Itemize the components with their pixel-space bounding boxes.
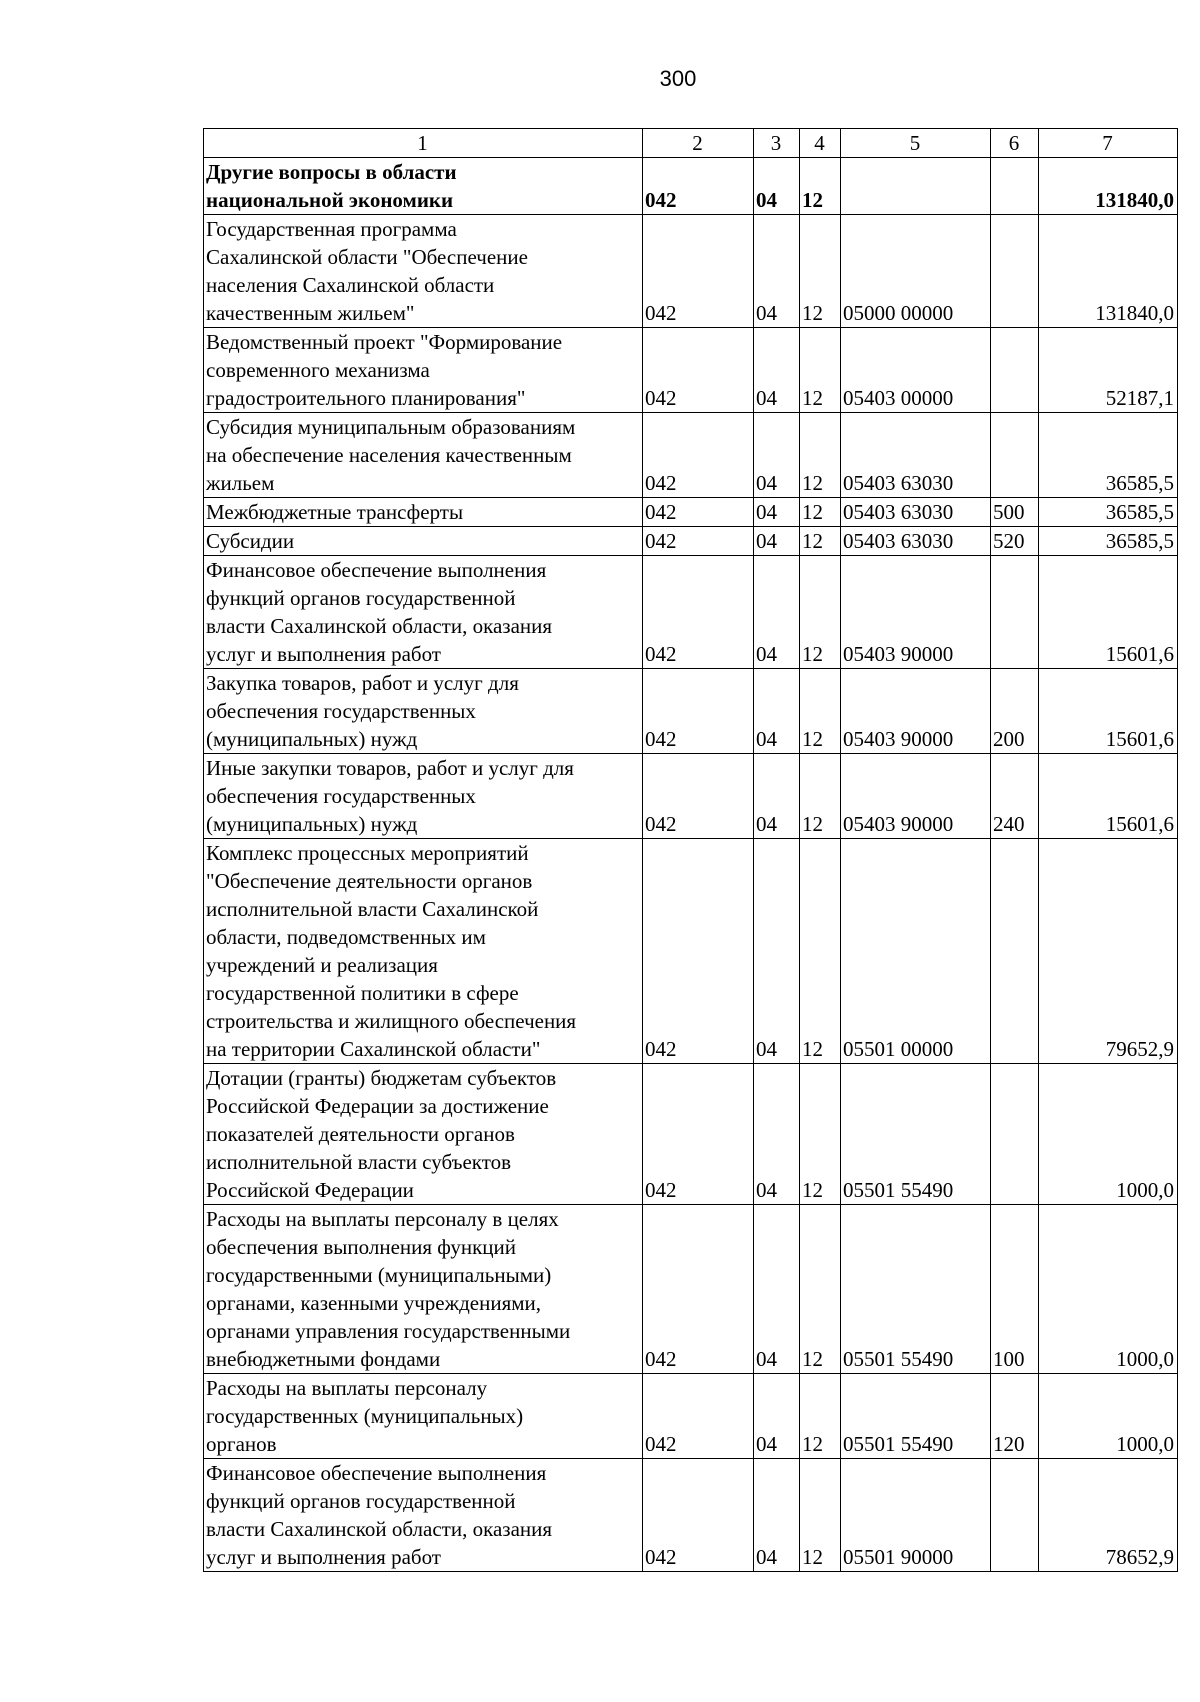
row-name-cell: Государственная программа Сахалинской области "Обеспечение населения Сахалинской области качественным жильем" [204, 215, 643, 328]
target-article-cell: 05403 90000 [841, 754, 991, 839]
subsection-code-cell: 12 [800, 1459, 841, 1572]
expense-type-cell: 100 [991, 1205, 1039, 1374]
column-header: 6 [991, 129, 1039, 158]
subsection-code-cell: 12 [800, 1064, 841, 1205]
section-code-cell: 04 [754, 1205, 800, 1374]
expense-type-cell [991, 413, 1039, 498]
column-header: 2 [643, 129, 754, 158]
subsection-code-cell: 12 [800, 498, 841, 527]
column-header: 5 [841, 129, 991, 158]
table-row [204, 158, 1178, 215]
target-article-cell: 05403 63030 [841, 498, 991, 527]
row-name-cell: Иные закупки товаров, работ и услуг для обеспечения государственных (муниципальных) нужд [204, 754, 643, 839]
section-code-cell: 04 [754, 669, 800, 754]
amount-cell: 36585,5 [1039, 498, 1178, 527]
subsection-code-cell: 12 [800, 413, 841, 498]
row-name-cell: Субсидия муниципальным образованиям на обеспечение населения качественным жильем [204, 413, 643, 498]
target-article-cell: 05403 63030 [841, 413, 991, 498]
admin-code-cell: 042 [643, 1374, 754, 1459]
expense-type-cell: 520 [991, 527, 1039, 556]
subsection-code-cell: 12 [800, 556, 841, 669]
amount-cell: 36585,5 [1039, 527, 1178, 556]
target-article-cell: 05501 55490 [841, 1064, 991, 1205]
expense-type-cell [991, 1064, 1039, 1205]
row-name-cell: Закупка товаров, работ и услуг для обеспечения государственных (муниципальных) нужд [204, 669, 643, 754]
expense-type-cell: 240 [991, 754, 1039, 839]
expense-type-cell: 500 [991, 498, 1039, 527]
target-article-cell: 05403 63030 [841, 527, 991, 556]
expense-type-cell: 120 [991, 1374, 1039, 1459]
amount-cell: 131840,0 [1039, 158, 1178, 215]
target-article-cell: 05403 90000 [841, 556, 991, 669]
amount-cell: 15601,6 [1039, 754, 1178, 839]
table-row [204, 527, 1178, 556]
target-article-cell: 05403 90000 [841, 669, 991, 754]
admin-code-cell: 042 [643, 215, 754, 328]
row-name-cell: Расходы на выплаты персоналу государственных (муниципальных) органов [204, 1374, 643, 1459]
admin-code-cell: 042 [643, 527, 754, 556]
expense-type-cell [991, 158, 1039, 215]
admin-code-cell: 042 [643, 556, 754, 669]
table-row [204, 754, 1178, 839]
admin-code-cell: 042 [643, 754, 754, 839]
table-row [204, 1064, 1178, 1205]
section-code-cell: 04 [754, 1374, 800, 1459]
subsection-code-cell: 12 [800, 1374, 841, 1459]
section-code-cell: 04 [754, 215, 800, 328]
table-row [204, 669, 1178, 754]
amount-cell: 36585,5 [1039, 413, 1178, 498]
subsection-code-cell: 12 [800, 839, 841, 1064]
row-name-cell: Финансовое обеспечение выполнения функций органов государственной власти Сахалинской области, оказания услуг и выполнения работ [204, 556, 643, 669]
subsection-code-cell: 12 [800, 754, 841, 839]
table-row [204, 556, 1178, 669]
table-row [204, 413, 1178, 498]
amount-cell: 52187,1 [1039, 328, 1178, 413]
row-name-cell: Другие вопросы в области национальной экономики [204, 158, 643, 215]
expense-type-cell [991, 215, 1039, 328]
admin-code-cell: 042 [643, 1205, 754, 1374]
section-code-cell: 04 [754, 556, 800, 669]
subsection-code-cell: 12 [800, 669, 841, 754]
row-name-cell: Финансовое обеспечение выполнения функций органов государственной власти Сахалинской области, оказания услуг и выполнения работ [204, 1459, 643, 1572]
column-header: 7 [1039, 129, 1178, 158]
subsection-code-cell: 12 [800, 215, 841, 328]
section-code-cell: 04 [754, 498, 800, 527]
section-code-cell: 04 [754, 158, 800, 215]
row-name-cell: Расходы на выплаты персоналу в целях обеспечения выполнения функций государственными (муниципальными) органами, казенными учреждениями, органами управления государственными внебюджетными фондами [204, 1205, 643, 1374]
table-row [204, 839, 1178, 1064]
admin-code-cell: 042 [643, 328, 754, 413]
column-header: 1 [204, 129, 643, 158]
amount-cell: 78652,9 [1039, 1459, 1178, 1572]
subsection-code-cell: 12 [800, 527, 841, 556]
subsection-code-cell: 12 [800, 158, 841, 215]
target-article-cell: 05501 90000 [841, 1459, 991, 1572]
expense-type-cell: 200 [991, 669, 1039, 754]
admin-code-cell: 042 [643, 1459, 754, 1572]
row-name-cell: Межбюджетные трансферты [204, 498, 643, 527]
section-code-cell: 04 [754, 754, 800, 839]
amount-cell: 1000,0 [1039, 1205, 1178, 1374]
target-article-cell: 05403 00000 [841, 328, 991, 413]
section-code-cell: 04 [754, 527, 800, 556]
target-article-cell [841, 158, 991, 215]
target-article-cell: 05501 55490 [841, 1374, 991, 1459]
section-code-cell: 04 [754, 413, 800, 498]
target-article-cell: 05501 55490 [841, 1205, 991, 1374]
admin-code-cell: 042 [643, 498, 754, 527]
row-name-cell: Субсидии [204, 527, 643, 556]
table-row [204, 215, 1178, 328]
table-row [204, 1459, 1178, 1572]
section-code-cell: 04 [754, 1064, 800, 1205]
section-code-cell: 04 [754, 328, 800, 413]
budget-table [203, 128, 1178, 1572]
table-row [204, 1205, 1178, 1374]
admin-code-cell: 042 [643, 413, 754, 498]
amount-cell: 1000,0 [1039, 1374, 1178, 1459]
expense-type-cell [991, 556, 1039, 669]
row-name-cell: Ведомственный проект "Формирование современного механизма градостроительного планирования" [204, 328, 643, 413]
amount-cell: 131840,0 [1039, 215, 1178, 328]
subsection-code-cell: 12 [800, 1205, 841, 1374]
expense-type-cell [991, 328, 1039, 413]
amount-cell: 79652,9 [1039, 839, 1178, 1064]
page-number: 300 [659, 66, 697, 91]
table-row [204, 328, 1178, 413]
column-header: 3 [754, 129, 800, 158]
admin-code-cell: 042 [643, 669, 754, 754]
row-name-cell: Комплекс процессных мероприятий "Обеспечение деятельности органов исполнительной власти Сахалинской области, подведомственных им учреждений и реализация государственной политики в сфере строительства и жилищного обеспечения на территории Сахалинской области" [204, 839, 643, 1064]
admin-code-cell: 042 [643, 1064, 754, 1205]
table-row [204, 1374, 1178, 1459]
amount-cell: 1000,0 [1039, 1064, 1178, 1205]
section-code-cell: 04 [754, 839, 800, 1064]
column-header: 4 [800, 129, 841, 158]
admin-code-cell: 042 [643, 839, 754, 1064]
table-row [204, 498, 1178, 527]
expense-type-cell [991, 839, 1039, 1064]
subsection-code-cell: 12 [800, 328, 841, 413]
amount-cell: 15601,6 [1039, 556, 1178, 669]
amount-cell: 15601,6 [1039, 669, 1178, 754]
expense-type-cell [991, 1459, 1039, 1572]
row-name-cell: Дотации (гранты) бюджетам субъектов Российской Федерации за достижение показателей деятельности органов исполнительной власти субъектов Российской Федерации [204, 1064, 643, 1205]
section-code-cell: 04 [754, 1459, 800, 1572]
table-header-row [204, 129, 1178, 158]
target-article-cell: 05000 00000 [841, 215, 991, 328]
target-article-cell: 05501 00000 [841, 839, 991, 1064]
admin-code-cell: 042 [643, 158, 754, 215]
